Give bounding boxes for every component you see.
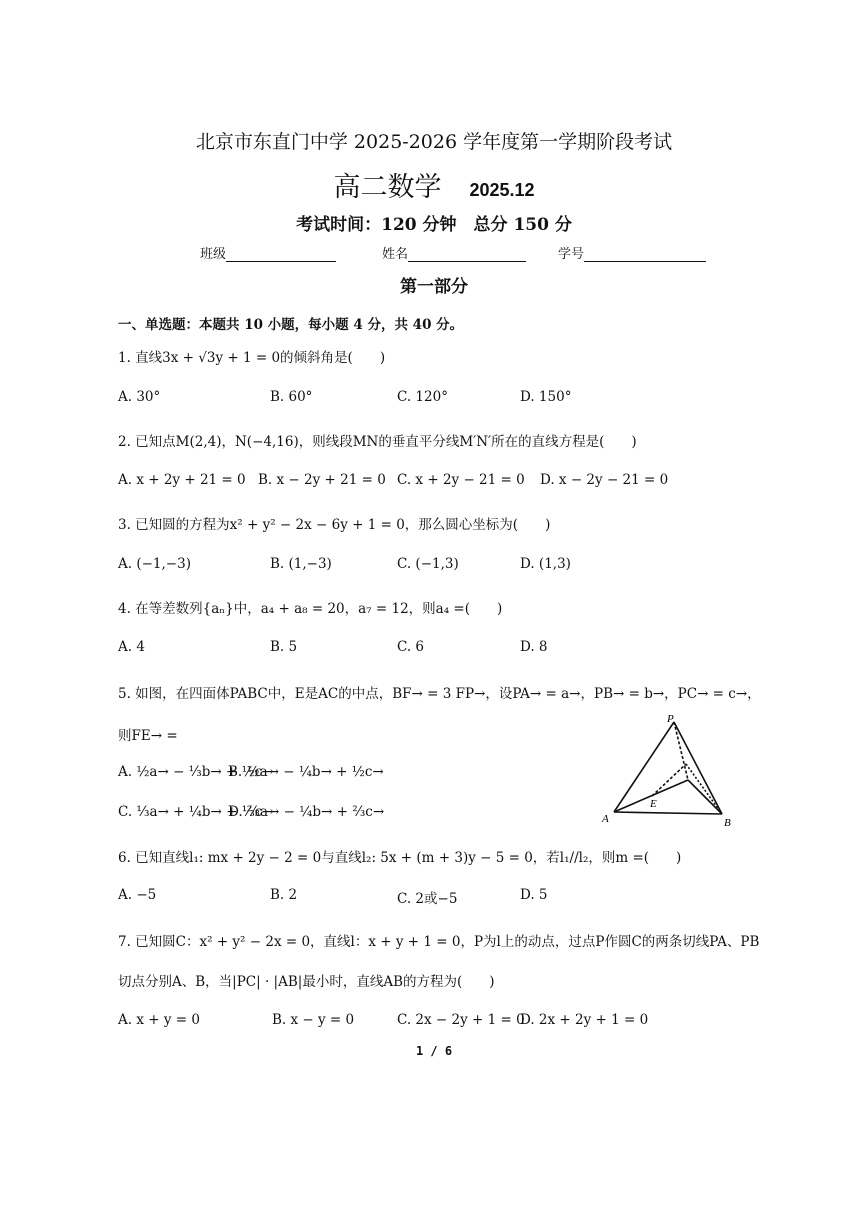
- question-1-stem: 1. 直线3x + √3y + 1 = 0的倾斜角是( ): [118, 350, 386, 366]
- question-5-stem: 5. 如图，在四面体PABC中，E是AC的中点，BF→ = 3 FP→，设PA→ = a→，PB→ = b→，PC→ = c→，: [118, 686, 761, 702]
- q4-option-d: D. 8: [520, 639, 548, 655]
- q5-option-d: D. ⅔a→ − ¼b→ + ⅔c→: [228, 804, 385, 820]
- q2-option-c: C. x + 2y − 21 = 0: [397, 472, 525, 488]
- label-p: P: [667, 713, 674, 725]
- id-label: 学号: [558, 247, 585, 262]
- section-title: 一、单选题：本题共 10 小题，每小题 4 分，共 40 分。: [118, 317, 464, 333]
- q2-option-d: D. x − 2y − 21 = 0: [540, 472, 669, 488]
- q7-option-c: C. 2x − 2y + 1 = 0: [397, 1012, 525, 1028]
- q1-option-b: B. 60°: [270, 389, 313, 405]
- tetrahedron-figure: [596, 712, 746, 832]
- q1-option-a: A. 30°: [118, 389, 161, 405]
- class-field: [200, 243, 336, 262]
- question-7-stem: 7. 已知圆C：x² + y² − 2x = 0，直线l：x + y + 1 = 0，P为l上的动点，过点P作圆C的两条切线PA、PB: [118, 934, 760, 950]
- q4-option-c: C. 6: [397, 639, 425, 655]
- question-3-stem: 3. 已知圆的方程为x² + y² − 2x − 6y + 1 = 0，那么圆心坐标为( ): [118, 517, 551, 533]
- q7-option-d: D. 2x + 2y + 1 = 0: [520, 1012, 649, 1028]
- q3-option-b: B. (1,−3): [270, 556, 332, 572]
- label-e: E: [650, 798, 657, 810]
- name-field: [382, 243, 526, 262]
- edge-pc: [674, 722, 688, 780]
- edge-ab: [614, 812, 722, 814]
- q3-option-a: A. (−1,−3): [118, 556, 191, 572]
- exam-date: 2025.12: [469, 180, 535, 200]
- q6-option-c: C. 2或−5: [397, 891, 458, 907]
- q5-option-a: A. ½a→ − ⅓b→ + ½c→: [118, 764, 274, 780]
- exam-subject-title: [0, 165, 868, 204]
- q2-option-a: A. x + 2y + 21 = 0: [118, 472, 246, 488]
- student-id-field: [558, 243, 706, 262]
- q7-option-b: B. x − y = 0: [272, 1012, 355, 1028]
- q3-option-c: C. (−1,3): [397, 556, 459, 572]
- q5-option-b: B. ½a→ − ¼b→ + ½c→: [228, 764, 384, 780]
- q6-option-b: B. 2: [270, 887, 298, 903]
- question-2-stem: 2. 已知点M(2,4)，N(−4,16)，则线段MN的垂直平分线M′N′所在的直线方程是( ): [118, 434, 637, 450]
- q4-option-b: B. 5: [270, 639, 298, 655]
- page-number: 1 / 6: [415, 1044, 453, 1058]
- question-5-stem-cont: 则FE→ =: [118, 728, 178, 744]
- segment-ef: [652, 764, 686, 796]
- class-label: 班级: [200, 247, 227, 262]
- question-6-stem: 6. 已知直线l₁: mx + 2y − 2 = 0与直线l₂: 5x + (m + 3)y − 5 = 0，若l₁//l₂，则m =( ): [118, 850, 682, 866]
- edge-cb: [688, 780, 722, 814]
- q7-option-a: A. x + y = 0: [118, 1012, 200, 1028]
- label-b: B: [724, 817, 731, 829]
- exam-school-title: 北京市东直门中学 2025-2026 学年度第一学期阶段考试: [195, 131, 673, 153]
- q1-option-d: D. 150°: [520, 389, 572, 405]
- name-label: 姓名: [382, 247, 409, 262]
- subject-name: 高二数学: [333, 172, 442, 203]
- q5-option-c: C. ⅓a→ + ¼b→ + ⅓c→: [118, 804, 274, 820]
- id-blank: [584, 248, 706, 262]
- label-a: A: [602, 813, 609, 825]
- q6-option-d: D. 5: [520, 887, 548, 903]
- segment-fb: [686, 764, 722, 814]
- exam-info: 考试时间：120 分钟 总分 150 分: [296, 215, 572, 235]
- q4-option-a: A. 4: [118, 639, 145, 655]
- part-title: 第一部分: [400, 277, 468, 297]
- q3-option-d: D. (1,3): [520, 556, 571, 572]
- question-4-stem: 4. 在等差数列{aₙ}中，a₄ + a₈ = 20，a₇ = 12，则a₄ =( ): [118, 601, 503, 617]
- name-blank: [408, 248, 526, 262]
- q1-option-c: C. 120°: [397, 389, 448, 405]
- class-blank: [226, 248, 336, 262]
- q2-option-b: B. x − 2y + 21 = 0: [258, 472, 386, 488]
- question-7-stem-cont: 切点分别A、B，当|PC| · |AB|最小时，直线AB的方程为( ): [118, 974, 495, 990]
- q6-option-a: A. −5: [118, 887, 157, 903]
